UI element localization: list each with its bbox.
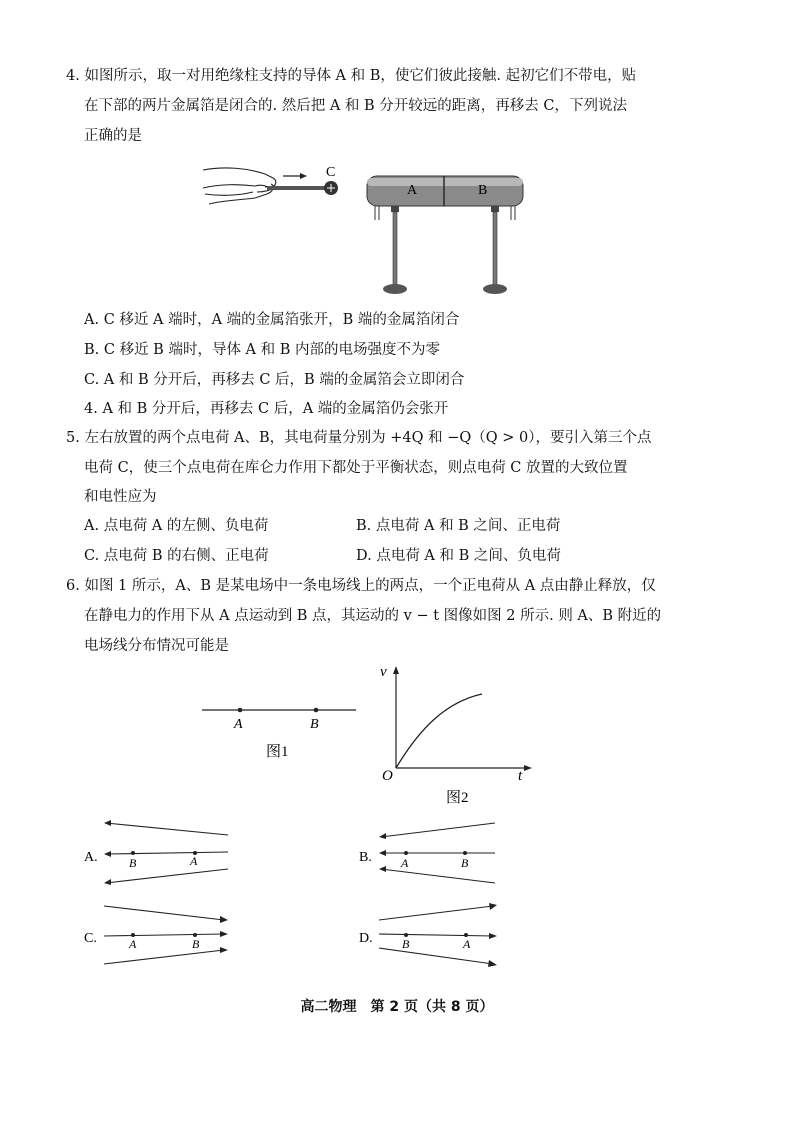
choice-b-letter: B. xyxy=(359,850,372,865)
page-footer: 高二物理 第 2 页（共 8 页） xyxy=(300,999,494,1015)
label-c: C xyxy=(326,165,336,180)
base-b xyxy=(483,284,507,294)
choice-c-left-label: A xyxy=(129,937,137,951)
q5-line-1: 5. 左右放置的两个点电荷 A、B，其电荷量分别为 +4Q 和 −Q（Q > 0），要引入第三个点 xyxy=(66,430,652,446)
q4-line-1: 4. 如图所示，取一对用绝缘柱支持的导体 A 和 B，使它们彼此接触. 起初它们不带电，贴 xyxy=(66,68,637,84)
choice-b-right-label: B xyxy=(461,856,469,870)
label-a: A xyxy=(407,183,418,198)
choice-a-left-label: B xyxy=(129,856,137,870)
choice-d-left-label: B xyxy=(402,937,410,951)
choice-d-letter: D. xyxy=(359,931,373,946)
q5-option-d: D. 点电荷 A 和 B 之间、负电荷 xyxy=(356,548,561,564)
figure-1-caption: 图1 xyxy=(266,744,289,760)
insulating-rod xyxy=(267,186,325,190)
point-a-dot xyxy=(238,708,243,713)
q4-option-a: A. C 移近 A 端时，A 端的金属箔张开，B 端的金属箔闭合 xyxy=(84,312,460,328)
q4-line-2: 在下部的两片金属箔是闭合的. 然后把 A 和 B 分开较远的距离，再移去 C，下列说法 xyxy=(84,98,627,114)
figure-2-caption: 图2 xyxy=(446,790,469,806)
q5-option-b: B. 点电荷 A 和 B 之间、正电荷 xyxy=(356,518,561,534)
q4-option-d: 4. A 和 B 分开后，再移去 C 后，A 端的金属箔仍会张开 xyxy=(84,401,449,417)
point-a-label: A xyxy=(234,717,243,732)
vt-curve xyxy=(396,694,482,768)
stand-a xyxy=(393,212,397,286)
choice-a-letter: A. xyxy=(84,850,98,865)
choice-c-letter: C. xyxy=(84,931,97,946)
base-a xyxy=(383,284,407,294)
choice-b-left-label: A xyxy=(401,856,409,870)
choice-d-right-label: A xyxy=(463,937,471,951)
point-b-label: B xyxy=(310,717,319,732)
q6-choice-a xyxy=(80,815,240,895)
q5-line-2: 电荷 C，使三个点电荷在库仑力作用下都处于平衡状态，则点电荷 C 放置的大致位置 xyxy=(84,460,628,476)
q6-line-1: 6. 如图 1 所示，A、B 是某电场中一条电场线上的两点，一个正电荷从 A 点由静止释放，仅 xyxy=(66,578,656,594)
choice-c-right-label: B xyxy=(192,937,200,951)
origin-label: O xyxy=(382,768,393,784)
stand-b xyxy=(493,212,497,286)
q5-option-c: C. 点电荷 B 的右侧、正电荷 xyxy=(84,548,269,564)
q6-line-3: 电场线分布情况可能是 xyxy=(84,638,229,654)
q4-electroscope-figure xyxy=(195,160,535,302)
q6-choice-c xyxy=(80,898,240,978)
t-axis-label: t xyxy=(518,768,523,784)
hand-drawing xyxy=(203,168,276,204)
point-b-dot xyxy=(314,708,319,713)
label-b: B xyxy=(478,183,488,198)
v-axis-label: v xyxy=(380,664,387,680)
q6-choice-d xyxy=(355,898,515,978)
q4-option-c: C. A 和 B 分开后，再移去 C 后，B 端的金属箔会立即闭合 xyxy=(84,372,465,388)
q6-choice-b xyxy=(355,815,515,895)
choice-a-right-label: A xyxy=(190,854,198,868)
q5-option-a: A. 点电荷 A 的左侧、负电荷 xyxy=(84,518,269,534)
q6-line-2: 在静电力的作用下从 A 点运动到 B 点，其运动的 v − t 图像如图 2 所示. 则 A、B 附近的 xyxy=(84,608,662,624)
q4-line-3: 正确的是 xyxy=(84,128,142,144)
q4-option-b: B. C 移近 B 端时，导体 A 和 B 内部的电场强度不为零 xyxy=(84,342,441,358)
q6-figure-2-vt-graph xyxy=(372,660,542,810)
q5-line-3: 和电性应为 xyxy=(84,489,157,505)
q6-figure-1 xyxy=(196,690,366,765)
